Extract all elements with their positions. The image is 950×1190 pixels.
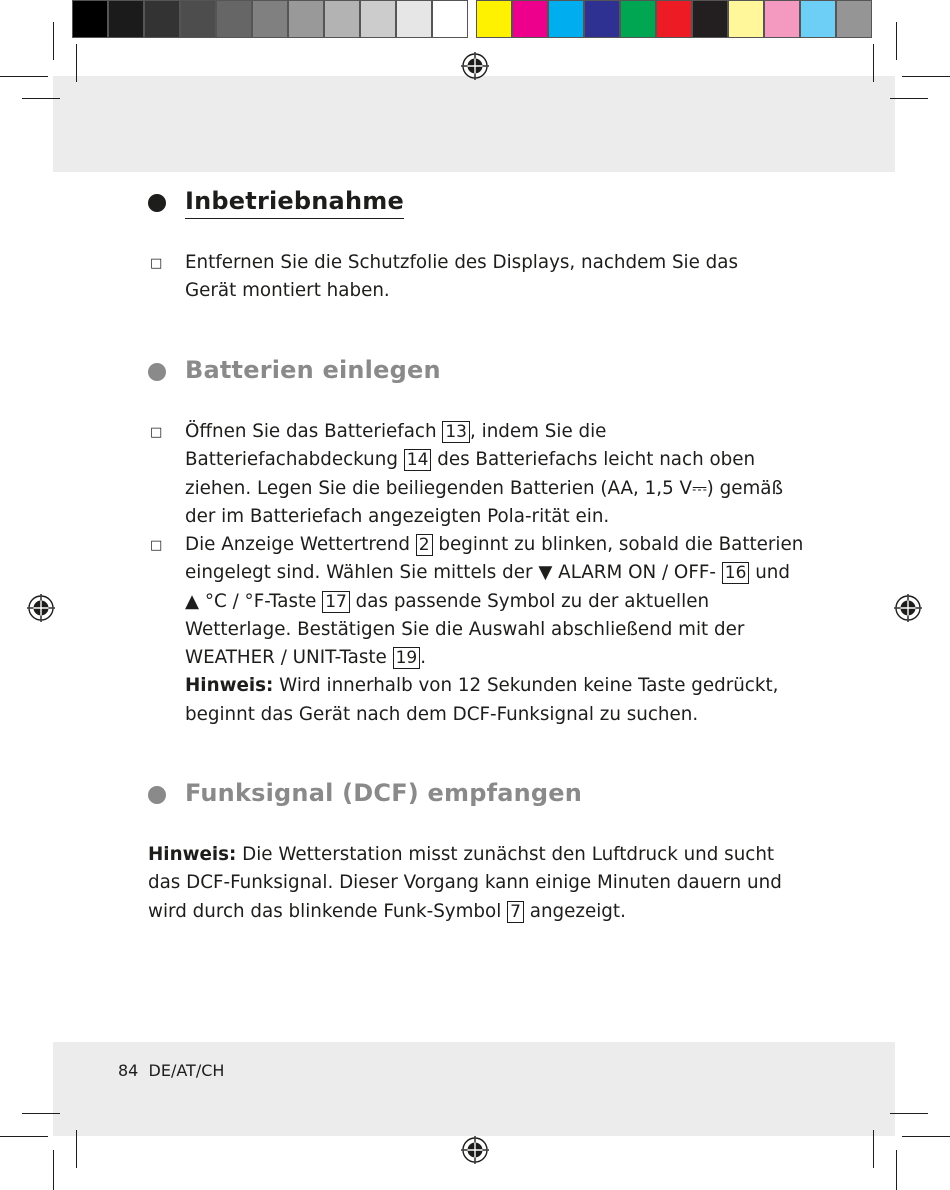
crop-mark <box>890 98 928 99</box>
note-label: Hinweis: <box>148 844 237 865</box>
color-swatch <box>656 0 692 38</box>
reference-number-box: 7 <box>507 901 524 923</box>
reference-number-box: 13 <box>442 421 470 443</box>
page-footer <box>118 1061 224 1080</box>
reference-number-box: 14 <box>404 449 432 471</box>
gray-swatch <box>360 0 396 38</box>
page-number: 84 <box>118 1061 139 1080</box>
color-swatch <box>800 0 836 38</box>
footer-band <box>53 1042 895 1136</box>
crop-mark <box>873 1130 874 1168</box>
text-run: Die Anzeige Wettertrend <box>185 534 416 555</box>
reference-number-box: 17 <box>322 591 350 613</box>
text-run: das passende Symbol zu der aktuellen Wetterlage. Bestätigen Sie die Auswahl abschließend mit der WEATHER / UNIT-Taste <box>185 590 745 669</box>
crop-mark <box>873 44 874 82</box>
section-bullet-icon <box>148 786 166 804</box>
color-swatch <box>476 0 512 38</box>
registration-mark-icon <box>894 594 922 622</box>
checkbox-icon: □ <box>150 425 163 440</box>
crop-mark <box>902 76 950 77</box>
note-text: Wird innerhalb von 12 Sekunden keine Taste gedrückt, beginnt das Gerät nach dem DCF-Funksignal zu suchen. <box>185 675 779 725</box>
color-calibration-bar <box>72 0 872 38</box>
instruction-paragraph <box>185 418 810 531</box>
text-run: ) gemäß der im Batteriefach angezeigten Pola-rität ein. <box>185 477 783 527</box>
text-run: Öffnen Sie das Batteriefach <box>185 421 443 442</box>
crop-mark <box>76 44 77 82</box>
swatch-gap <box>468 0 476 38</box>
color-swatch <box>620 0 656 38</box>
text-run: angezeigt. <box>523 900 626 922</box>
reference-number-box: 2 <box>416 534 433 556</box>
gray-swatch <box>108 0 144 38</box>
note-paragraph <box>148 841 798 926</box>
color-swatch <box>692 0 728 38</box>
crop-mark <box>0 76 48 77</box>
text-run: Die Wetterstation misst zunächst den Luftdruck und sucht das DCF-Funksignal. Dieser Vorgang kann einige Minuten dauern und wird durch das blinkende Funk-Symbol <box>148 844 782 922</box>
crop-mark <box>902 1136 950 1137</box>
section-bullet-icon <box>148 194 166 212</box>
gray-swatch <box>144 0 180 38</box>
color-swatch <box>764 0 800 38</box>
crop-mark <box>53 1150 54 1190</box>
text-run: des Batteriefachs leicht nach oben ziehen. Legen Sie die beiliegenden Batterien (AA, 1,5 V <box>185 449 756 499</box>
gray-swatch <box>252 0 288 38</box>
header-band <box>53 76 895 172</box>
color-swatch <box>512 0 548 38</box>
footer-locale: DE/AT/CH <box>148 1061 225 1080</box>
gray-swatch <box>180 0 216 38</box>
crop-mark <box>22 1113 60 1114</box>
section-heading-batterien: Batterien einlegen <box>185 356 441 384</box>
dc-voltage-symbol: ⎓ <box>692 477 707 499</box>
gray-swatch <box>216 0 252 38</box>
registration-mark-icon <box>461 1136 489 1164</box>
crop-mark <box>22 98 60 99</box>
text-run: , indem Sie die Batteriefachabdeckung <box>185 421 607 471</box>
instruction-paragraph: Entfernen Sie die Schutzfolie des Displays, nachdem Sie das Gerät montiert haben. <box>185 252 739 302</box>
gray-swatch <box>324 0 360 38</box>
section-heading-funksignal: Funksignal (DCF) empfangen <box>185 779 583 807</box>
gray-swatch <box>72 0 108 38</box>
crop-mark <box>0 1136 48 1137</box>
text-run: . <box>420 647 427 669</box>
registration-mark-icon <box>27 594 55 622</box>
instruction-paragraph <box>185 531 805 729</box>
color-swatch <box>836 0 872 38</box>
section-bullet-icon <box>148 363 166 381</box>
text-run: beginnt zu blinken, sobald die Batterien eingelegt sind. Wählen Sie mittels der ▼ ALARM ON / OFF- <box>185 534 804 584</box>
crop-mark <box>76 1130 77 1168</box>
gray-swatch <box>432 0 468 38</box>
reference-number-box: 19 <box>393 647 421 669</box>
color-swatch <box>728 0 764 38</box>
crop-mark <box>53 22 54 60</box>
gray-swatch <box>396 0 432 38</box>
color-swatch <box>548 0 584 38</box>
registration-mark-icon <box>461 52 489 80</box>
reference-number-box: 16 <box>722 562 750 584</box>
note-label: Hinweis: <box>185 675 274 697</box>
crop-mark <box>896 1150 897 1190</box>
text-run: und ▲ °C / °F-Taste <box>185 562 790 612</box>
crop-mark <box>890 1113 928 1114</box>
section-heading-inbetriebnahme: Inbetriebnahme <box>185 187 404 219</box>
checkbox-icon: □ <box>150 538 163 553</box>
color-swatch <box>584 0 620 38</box>
checkbox-icon: □ <box>150 256 163 271</box>
crop-mark <box>896 22 897 60</box>
gray-swatch <box>288 0 324 38</box>
